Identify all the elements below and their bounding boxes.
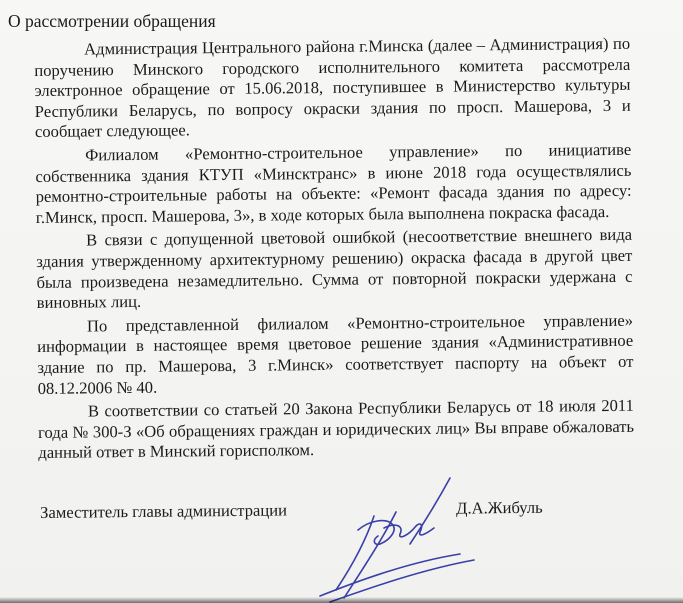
paragraph-5: В соответствии со статьей 20 Закона Республики Беларусь от 18 июля 2011 года № 300-З «Об обращениях граждан и юридических лиц» Вы вправе обжаловать данный ответ в Минский горисполком. — [38, 395, 635, 463]
paragraph-3: В связи с допущенной цветовой ошибкой (несоответствие внешнего вида здания утвержденному архитектурному решению) окраска фасада в другой цвет была произведена незамедлительно. Сумма от повторной покраски удержана с виновных лиц. — [36, 225, 633, 313]
scan-bottom-edge — [0, 597, 683, 603]
handwritten-signature — [300, 470, 500, 603]
paragraph-2: Филиалом «Ремонтно-строительное управление» по инициативе собственника здания КТУП «Минсктранс» в июне 2018 года осуществлялись ремонтно-строительные работы на объекте: «Ремонт фасада здания по адресу: г.Минск, просп. Машерова, 3», в ходе которых была выполнена покраска фасада. — [35, 139, 632, 227]
document-body — [34, 34, 634, 467]
document-subject: О рассмотрении обращения — [8, 11, 216, 31]
paragraph-4: По представленной филиалом «Ремонтно-строительное управление» информации в настоящее время цветовое решение здания «Административное здание по пр. Машерова, 3 г.Минск» соответствует паспорту на объект от 08.12.2006 № 40. — [37, 310, 634, 398]
paragraph-1: Администрация Центрального района г.Минска (далее – Администрация) по поручению Минского городского исполнительного комитета рассмотрела электронное обращение от 15.06.2018, поступившее в Министерство культуры Республики Беларусь, по вопросу окраски здания по просп. Машерова, 3 и сообщает следующее. — [34, 33, 631, 142]
signatory-name: Д.А.Жибуль — [455, 497, 543, 518]
signatory-position: Заместитель главы администрации — [40, 500, 288, 522]
